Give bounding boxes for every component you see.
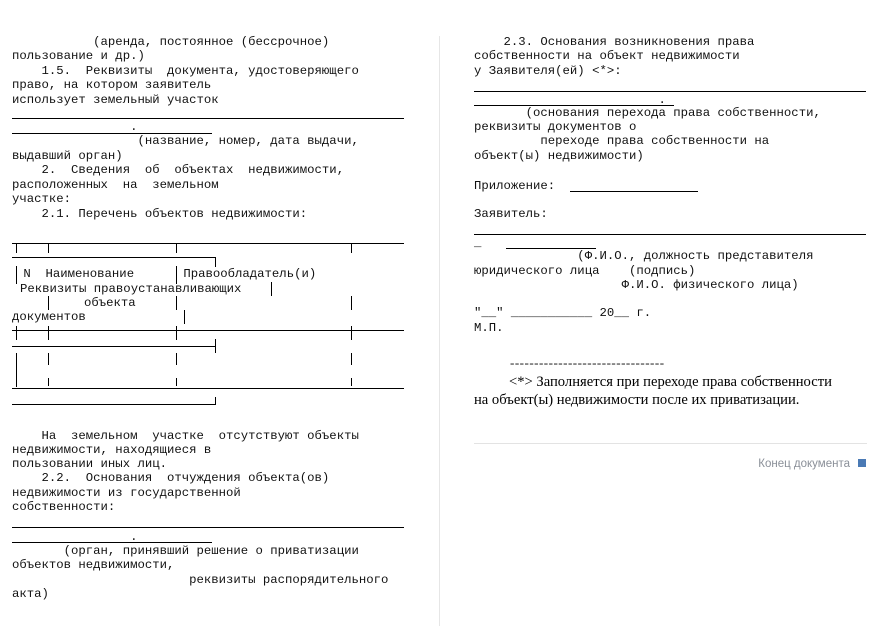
table-rule: [215, 339, 216, 353]
applicant-label: Заявитель:: [474, 207, 548, 221]
text-line: 2.1. Перечень объектов недвижимости:: [12, 207, 308, 221]
column-divider: [439, 36, 440, 626]
end-separator: [474, 443, 867, 444]
text-line: пользование и др.): [12, 49, 145, 63]
fill-line: [474, 234, 866, 235]
table-rule: [12, 346, 216, 347]
text-line: переходе права собственности на: [474, 134, 770, 148]
text-line: юридического лица (подпись): [474, 264, 696, 278]
table-rule: [16, 326, 17, 340]
text-line: (основания перехода права собственности,: [474, 106, 821, 120]
footnote-separator: --------------------------------: [510, 355, 665, 370]
text-line: (аренда, постоянное (бессрочное): [12, 35, 330, 49]
end-of-document: [440, 458, 866, 470]
square-icon: [858, 459, 866, 467]
text-line: .: [12, 120, 138, 134]
table-rule: [48, 353, 49, 365]
table-rule: [271, 282, 272, 296]
text-line: 1.5. Реквизиты документа, удостоверяющего: [12, 64, 359, 78]
text-line: На земельном участке отсутствуют объекты: [12, 429, 359, 443]
text-line: расположенных на земельном: [12, 178, 219, 192]
table-header: объекта: [84, 296, 136, 310]
table-rule: [215, 257, 216, 267]
table-header: Реквизиты правоустанавливающих: [20, 282, 249, 296]
table-rule: [351, 378, 352, 386]
table-rule: [12, 330, 404, 331]
text-line: пользовании иных лиц.: [12, 457, 167, 471]
table-rule: [48, 243, 49, 253]
end-label: Конец документа: [758, 458, 850, 470]
text-line: использует земельный участок: [12, 93, 219, 107]
text-line: .: [474, 93, 666, 107]
table-header: N Наименование: [16, 267, 142, 281]
table-rule: [12, 404, 216, 405]
table-rule: [176, 296, 177, 310]
table-rule: [351, 326, 352, 340]
table-header: Правообладатель(и): [176, 267, 317, 281]
text-line: у Заявителя(ей) <*>:: [474, 64, 622, 78]
text-line: объект(ы) недвижимости): [474, 149, 644, 163]
text-line: 2.2. Основания отчуждения объекта(ов): [12, 471, 330, 485]
text-line: право, на котором заявитель: [12, 78, 212, 92]
fill-line: [12, 118, 404, 119]
table-rule: [16, 243, 17, 253]
text-line: .: [12, 530, 138, 544]
text-line: объектов недвижимости,: [12, 558, 175, 572]
table-rule: [215, 397, 216, 405]
text-line: выдавший орган): [12, 149, 123, 163]
text-line: 2. Сведения об объектах недвижимости,: [12, 163, 345, 177]
text-line: реквизиты распорядительного: [12, 573, 389, 587]
seal-label: М.П.: [474, 321, 504, 335]
table-rule: [351, 243, 352, 253]
table-rule: [184, 310, 185, 324]
left-column: [0, 0, 438, 626]
text-line: (Ф.И.О., должность представителя: [474, 249, 814, 263]
table-rule: [176, 326, 177, 340]
text-line: (орган, принявший решение о приватизации: [12, 544, 359, 558]
table-rule: [351, 296, 352, 310]
table-rule: [12, 388, 404, 389]
fill-line: [12, 527, 404, 528]
table-rule: [176, 378, 177, 386]
table-rule: [12, 257, 216, 258]
text-line: недвижимости, находящиеся в: [12, 443, 212, 457]
text-line: акта): [12, 587, 49, 601]
fill-line: [474, 91, 866, 92]
text-line: реквизиты документов о: [474, 120, 637, 134]
table-rule: [351, 353, 352, 365]
text-line: собственности:: [12, 500, 116, 514]
table-rule: [16, 353, 17, 387]
footnote-line: на объект(ы) недвижимости после их приватизации.: [474, 392, 800, 408]
table-rule: [176, 353, 177, 365]
text-line: недвижимости из государственной: [12, 486, 241, 500]
text-line: _: [474, 236, 482, 250]
fill-line: [570, 191, 698, 192]
table-header: документов: [12, 310, 86, 324]
text-line: собственности на объект недвижимости: [474, 49, 740, 63]
table-rule: [48, 296, 49, 310]
text-line: 2.3. Основания возникновения права: [474, 35, 755, 49]
footnote-line: <*> Заполняется при переходе права собственности: [509, 374, 832, 390]
table-rule: [176, 243, 177, 253]
text-line: участке:: [12, 192, 72, 206]
table-rule: [48, 378, 49, 386]
text-line: Ф.И.О. физического лица): [474, 278, 799, 292]
table-rule: [12, 243, 404, 244]
attachment-label: Приложение:: [474, 179, 563, 193]
date-line: "__" ___________ 20__ г.: [474, 306, 652, 320]
text-line: (название, номер, дата выдачи,: [12, 134, 359, 148]
table-rule: [48, 326, 49, 340]
